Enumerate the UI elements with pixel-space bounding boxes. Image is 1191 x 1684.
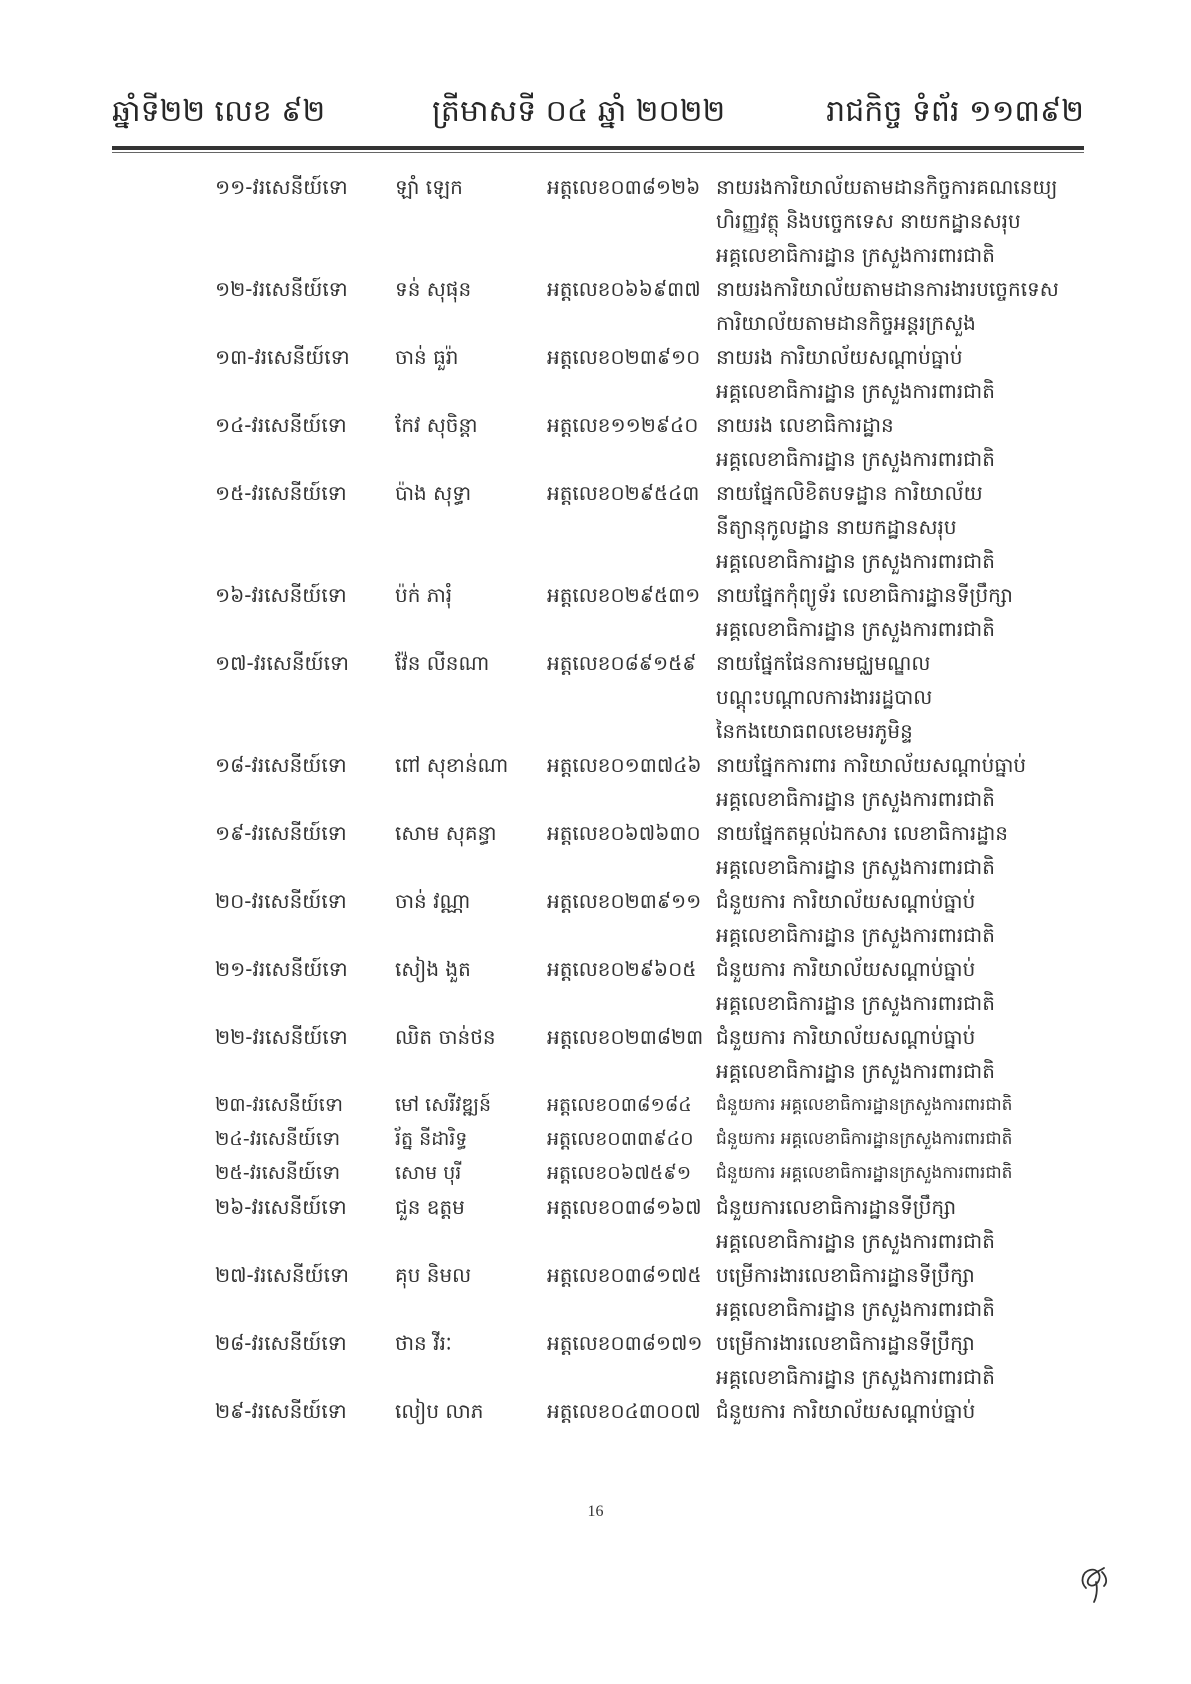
officer-row	[0, 1088, 1191, 1122]
officer-position-line: នាយរងការិយាល័យតាមដានកិច្ចការគណនេយ្យ	[716, 175, 1058, 199]
officer-rank: ២៧-វរសេនីយ៍ទោ	[215, 1263, 349, 1287]
officer-position-line: ជំនួយការលេខាធិការដ្ឋានទីប្រឹក្សា	[716, 1195, 957, 1219]
header-rule	[112, 146, 1084, 150]
officer-rank: ១៣-វរសេនីយ៍ទោ	[215, 345, 350, 369]
officer-name: ជួន ឧត្តម	[395, 1195, 465, 1219]
officer-id-number: អត្តលេខ០១៣៧៤៦	[547, 753, 702, 777]
officer-position-line: អគ្គលេខាធិការដ្ឋាន ក្រសួងការពារជាតិ	[716, 549, 995, 573]
officer-position-line: នាយផ្នែកការពារ ការិយាល័យសណ្តាប់ធ្នាប់	[716, 753, 1027, 777]
officer-rank: ២២-វរសេនីយ៍ទោ	[215, 1025, 348, 1049]
officer-row	[0, 952, 1191, 1020]
officer-position-line: ការិយាល័យតាមដានកិច្ចអន្តរក្រសួង	[716, 311, 976, 335]
officer-position-line: អគ្គលេខាធិការដ្ឋាន ក្រសួងការពារជាតិ	[716, 923, 995, 947]
officer-name: វ៉ែន លីនណា	[395, 651, 490, 675]
officer-id-number: អត្តលេខ០៣៨១៨៤	[547, 1094, 692, 1116]
officer-id-number: អត្តលេខ០៤៣០០៧	[547, 1399, 701, 1423]
officer-id-number: អត្តលេខ០៦៦៩៣៧	[547, 277, 701, 301]
officer-position	[716, 1156, 1012, 1190]
officer-position-line: អគ្គលេខាធិការដ្ឋាន ក្រសួងការពារជាតិ	[716, 379, 995, 403]
officer-rank: ២៤-វរសេនីយ៍ទោ	[215, 1128, 341, 1150]
officer-id-number: អត្តលេខ០២៣៨២៣	[547, 1025, 704, 1049]
officer-position	[716, 170, 1057, 272]
officer-position-line: នីត្យានុកូលដ្ឋាន នាយកដ្ឋានសរុប	[716, 515, 957, 539]
officer-position	[716, 578, 1013, 646]
officer-id-number: អត្តលេខ០៣៨១៧៥	[547, 1263, 702, 1287]
officer-position	[716, 1258, 995, 1326]
officer-position-line: ជំនួយការ ការិយាល័យសណ្តាប់ធ្នាប់	[716, 889, 976, 913]
officer-row	[0, 1156, 1191, 1190]
officer-name: ថាន វីរៈ	[395, 1331, 452, 1355]
officer-name: លៀប លាភ	[395, 1399, 484, 1423]
officer-row	[0, 1394, 1191, 1428]
officer-position-line: អគ្គលេខាធិការដ្ឋាន ក្រសួងការពារជាតិ	[716, 1297, 995, 1321]
officer-name: គុប និមល	[395, 1263, 472, 1287]
officer-name: ទន់ សុផុន	[395, 277, 472, 301]
officer-position-line: ជំនួយការ ការិយាល័យសណ្តាប់ធ្នាប់	[716, 1025, 976, 1049]
officer-id-number: អត្តលេខ០៣៨១៦៧	[547, 1195, 702, 1219]
officer-position-line: បម្រើការងារលេខាធិការដ្ឋានទីប្រឹក្សា	[716, 1263, 975, 1287]
officer-rank: ១៥-វរសេនីយ៍ទោ	[215, 481, 347, 505]
officer-id-number: អត្តលេខ០២៣៩១១	[547, 889, 702, 913]
header-rule-thin	[112, 152, 1084, 153]
officer-row	[0, 816, 1191, 884]
officer-id-number: អត្តលេខ០៦៧៥៩១	[547, 1162, 692, 1184]
officer-position-line: អគ្គលេខាធិការដ្ឋាន ក្រសួងការពារជាតិ	[716, 243, 995, 267]
officer-name: ប៉ក់ ភារុំ	[395, 583, 453, 607]
header-issue: ឆ្នាំទី២២ លេខ ៩២	[112, 94, 326, 129]
officer-position-line: អគ្គលេខាធិការដ្ឋាន ក្រសួងការពារជាតិ	[716, 447, 995, 471]
officer-rank: ១២-វរសេនីយ៍ទោ	[215, 277, 348, 301]
officer-position	[716, 340, 995, 408]
officer-row	[0, 1190, 1191, 1258]
officer-id-number: អត្តលេខ០៣៨១២៦	[547, 175, 701, 199]
officer-position-line: ជំនួយការ អគ្គលេខាធិការដ្ឋានក្រសួងការពារជាតិ	[716, 1129, 1013, 1149]
officer-position-line: បម្រើការងារលេខាធិការដ្ឋានទីប្រឹក្សា	[716, 1331, 975, 1355]
officer-id-number: អត្តលេខ០៣៨១៧១	[547, 1331, 703, 1355]
officer-position-line: អគ្គលេខាធិការដ្ឋាន ក្រសួងការពារជាតិ	[716, 617, 995, 641]
officer-id-number: អត្តលេខ០២៩៦០៥	[547, 957, 697, 981]
officer-rank: ២៨-វរសេនីយ៍ទោ	[215, 1331, 347, 1355]
officer-position-line: អគ្គលេខាធិការដ្ឋាន ក្រសួងការពារជាតិ	[716, 991, 995, 1015]
officer-row	[0, 408, 1191, 476]
officer-rank: ១៨-វរសេនីយ៍ទោ	[215, 753, 347, 777]
officer-position-line: អគ្គលេខាធិការដ្ឋាន ក្រសួងការពារជាតិ	[716, 855, 995, 879]
officer-position	[716, 1190, 995, 1258]
officer-rank: ២០-វរសេនីយ៍ទោ	[215, 889, 347, 913]
officer-rank: ២៩-វរសេនីយ៍ទោ	[215, 1399, 347, 1423]
officer-position	[716, 816, 1008, 884]
officer-position-line: ជំនួយការ ការិយាល័យសណ្តាប់ធ្នាប់	[716, 1399, 976, 1423]
header-quarter: ត្រីមាសទី ០៤ ឆ្នាំ ២០២២	[432, 94, 726, 129]
officer-position	[716, 476, 995, 578]
officer-position-line: នាយរងការិយាល័យតាមដានការងារបច្ចេកទេស	[716, 277, 1059, 301]
signature-initial-mark	[1072, 1558, 1116, 1604]
officer-id-number: អត្តលេខ០៨៩១៥៩	[547, 651, 697, 675]
officer-position-line: អគ្គលេខាធិការដ្ឋាន ក្រសួងការពារជាតិ	[716, 1229, 995, 1253]
officer-name: ប៉ាង សុទ្ធា	[395, 481, 472, 505]
officer-position-line: អគ្គលេខាធិការដ្ឋាន ក្រសួងការពារជាតិ	[716, 787, 995, 811]
officer-row	[0, 578, 1191, 646]
officer-name: ឈិត ចាន់ថន	[395, 1025, 496, 1049]
officer-id-number: អត្តលេខ០៦៧៦៣០	[547, 821, 701, 845]
officer-name: ចាន់ វណ្ណា	[395, 889, 471, 913]
officer-position-line: នៃកងយោធពលខេមរភូមិន្ទ	[716, 719, 913, 743]
officer-name: សោម បុរី	[395, 1162, 462, 1184]
officer-rank: ២៣-វរសេនីយ៍ទោ	[215, 1094, 343, 1116]
officer-row	[0, 1326, 1191, 1394]
officer-position	[716, 748, 1026, 816]
officer-position	[716, 1122, 1012, 1156]
officer-id-number: អត្តលេខ០២៩៥៤៣	[547, 481, 700, 505]
officer-position	[716, 408, 995, 476]
officer-position-line: ជំនួយការ អគ្គលេខាធិការដ្ឋានក្រសួងការពារជាតិ	[716, 1163, 1013, 1183]
officer-position	[716, 646, 932, 748]
page-header	[112, 86, 1084, 148]
officer-position-line: អគ្គលេខាធិការដ្ឋាន ក្រសួងការពារជាតិ	[716, 1059, 995, 1083]
officer-id-number: អត្តលេខ១១២៩៤០	[547, 413, 699, 437]
officer-name: ពៅ សុខាន់ណា	[395, 753, 509, 777]
officer-name: មៅ សេរីវឌ្ឍន៍	[395, 1094, 492, 1116]
officer-row	[0, 476, 1191, 578]
officer-row	[0, 1020, 1191, 1088]
officer-rank: ១៩-វរសេនីយ៍ទោ	[215, 821, 347, 845]
officer-row	[0, 646, 1191, 748]
officer-row	[0, 272, 1191, 340]
officer-position-line: ជំនួយការ អគ្គលេខាធិការដ្ឋានក្រសួងការពារជាតិ	[716, 1095, 1013, 1115]
officer-position-line: ជំនួយការ ការិយាល័យសណ្តាប់ធ្នាប់	[716, 957, 976, 981]
officer-position-line: នាយផ្នែកផែនការមជ្ឈមណ្ឌល	[716, 651, 931, 675]
officer-position	[716, 1088, 1012, 1122]
officer-position-line: នាយរង ការិយាល័យសណ្តាប់ធ្នាប់	[716, 345, 963, 369]
officer-rank: ១៤-វរសេនីយ៍ទោ	[215, 413, 347, 437]
officer-position	[716, 272, 1059, 340]
officer-position	[716, 1020, 995, 1088]
officer-rank: ២១-វរសេនីយ៍ទោ	[215, 957, 348, 981]
officer-row	[0, 1122, 1191, 1156]
officer-rank: ១៧-វរសេនីយ៍ទោ	[215, 651, 349, 675]
officer-position-line: នាយផ្នែកលិខិតបទដ្ឋាន ការិយាល័យ	[716, 481, 983, 505]
officer-position-line: នាយរង លេខាធិការដ្ឋាន	[716, 413, 894, 437]
officer-position-line: នាយផ្នែកតម្កល់ឯកសារ លេខាធិការដ្ឋាន	[716, 821, 1009, 845]
officer-position	[716, 1394, 975, 1428]
officer-position	[716, 952, 995, 1020]
officer-name: សៀង ងួត	[395, 957, 471, 981]
officer-row	[0, 748, 1191, 816]
officer-position-line: បណ្តុះបណ្តាលការងាររដ្ឋបាល	[716, 685, 933, 709]
officer-name: សោម សុគន្ធា	[395, 821, 497, 845]
officer-position-line: នាយផ្នែកកុំព្យូទ័រ លេខាធិការដ្ឋានទីប្រឹក្សា	[716, 583, 1013, 607]
officer-name: ចាន់ ធួរ៉ា	[395, 345, 459, 369]
officer-list	[0, 170, 1191, 1428]
officer-id-number: អត្តលេខ០៣៣៩៤០	[547, 1128, 694, 1150]
officer-position-line: អគ្គលេខាធិការដ្ឋាន ក្រសួងការពារជាតិ	[716, 1365, 995, 1389]
officer-id-number: អត្តលេខ០២៣៩១០	[547, 345, 701, 369]
officer-rank: ១១-វរសេនីយ៍ទោ	[215, 175, 348, 199]
officer-name: រ័ត្ន នីដារិទ្ធ	[395, 1128, 468, 1150]
officer-rank: ២៥-វរសេនីយ៍ទោ	[215, 1162, 341, 1184]
officer-row	[0, 1258, 1191, 1326]
officer-row	[0, 170, 1191, 272]
officer-name: កែវ សុចិន្តា	[395, 413, 478, 437]
header-gazette-page: រាជកិច្ច ទំព័រ ១១៣៩២	[826, 94, 1084, 129]
officer-rank: ១៦-វរសេនីយ៍ទោ	[215, 583, 347, 607]
officer-id-number: អត្តលេខ០២៩៥៣១	[547, 583, 701, 607]
officer-name: ឡាំ ឡេក	[395, 175, 463, 199]
officer-rank: ២៦-វរសេនីយ៍ទោ	[215, 1195, 347, 1219]
page-number: 16	[587, 1503, 604, 1520]
officer-row	[0, 884, 1191, 952]
officer-position	[716, 884, 995, 952]
officer-row	[0, 340, 1191, 408]
officer-position	[716, 1326, 995, 1394]
officer-position-line: ហិរញ្ញវត្ថុ និងបច្ចេកទេស នាយកដ្ឋានសរុប	[716, 209, 1021, 233]
